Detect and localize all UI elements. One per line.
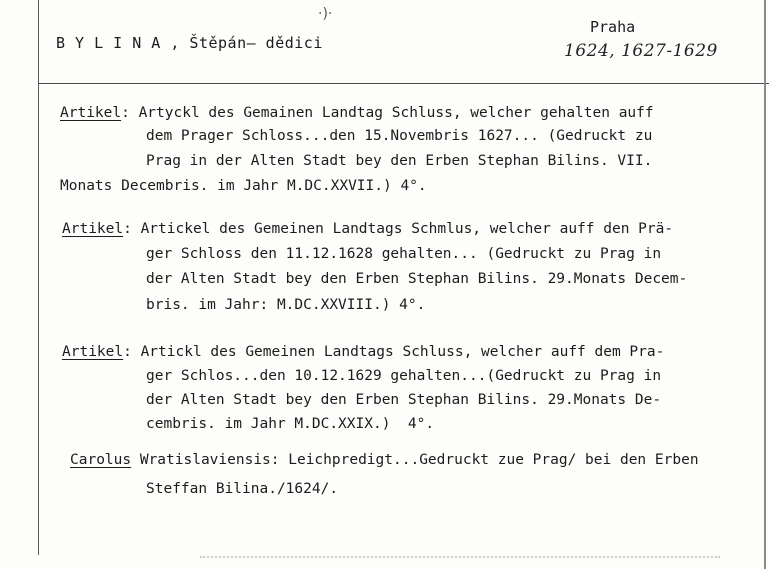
entry-label: Artikel <box>62 344 124 360</box>
entry-line: Carolus Wratislaviensis: Leichpredigt...Gedruckt zue Prag/ bei den Erben <box>70 452 699 468</box>
entry-line: Steffan Bilina./1624/. <box>146 481 339 497</box>
entry-line: cembris. im Jahr M.DC.XXIX.) 4°. <box>146 416 435 432</box>
entry-line: Artikel: Artickl des Gemeinen Landtags Schluss, welcher auff dem Pra- <box>62 344 665 360</box>
entry-line: Artikel: Artickel des Gemeinen Landtags Schmlus, welcher auff den Prä- <box>62 221 674 237</box>
card-heading: B Y L I N A , Štěpán— dědici <box>56 34 323 52</box>
entry-line: ger Schlos...den 10.12.1629 gehalten...(Gedruckt zu Prag in <box>146 368 662 384</box>
entry-label: Artikel <box>60 105 122 121</box>
scan-artifact <box>200 556 720 568</box>
entry-line: bris. im Jahr: M.DC.XXVIII.) 4°. <box>146 297 426 313</box>
entry-line: der Alten Stadt bey den Erben Stephan Bilins. 29.Monats De- <box>146 392 662 408</box>
entry-line: Prag in der Alten Stadt bey den Erben Stephan Bilins. VII. <box>146 153 653 169</box>
entry-line: Monats Decembris. im Jahr M.DC.XXVII.) 4°. <box>60 178 427 194</box>
header-divider <box>38 83 769 84</box>
entry-line: ger Schloss den 11.12.1628 gehalten... (Gedruckt zu Prag in <box>146 246 662 262</box>
pencil-mark: ·)· <box>318 6 333 22</box>
entry-line: Artikel: Artyckl des Gemainen Landtag Schluss, welcher gehalten auff <box>60 105 654 121</box>
entry-line: der Alten Stadt bey den Erben Stephan Bilins. 29.Monats Decem- <box>146 271 688 287</box>
entry-line: dem Prager Schloss...den 15.Novembris 1627... (Gedruckt zu <box>146 128 653 144</box>
entry-label: Carolus <box>70 452 132 468</box>
place-label: Praha <box>590 18 636 36</box>
handwritten-years: 1624, 1627-1629 <box>564 41 718 61</box>
entry-label: Artikel <box>62 221 124 237</box>
card-edge <box>764 0 766 569</box>
